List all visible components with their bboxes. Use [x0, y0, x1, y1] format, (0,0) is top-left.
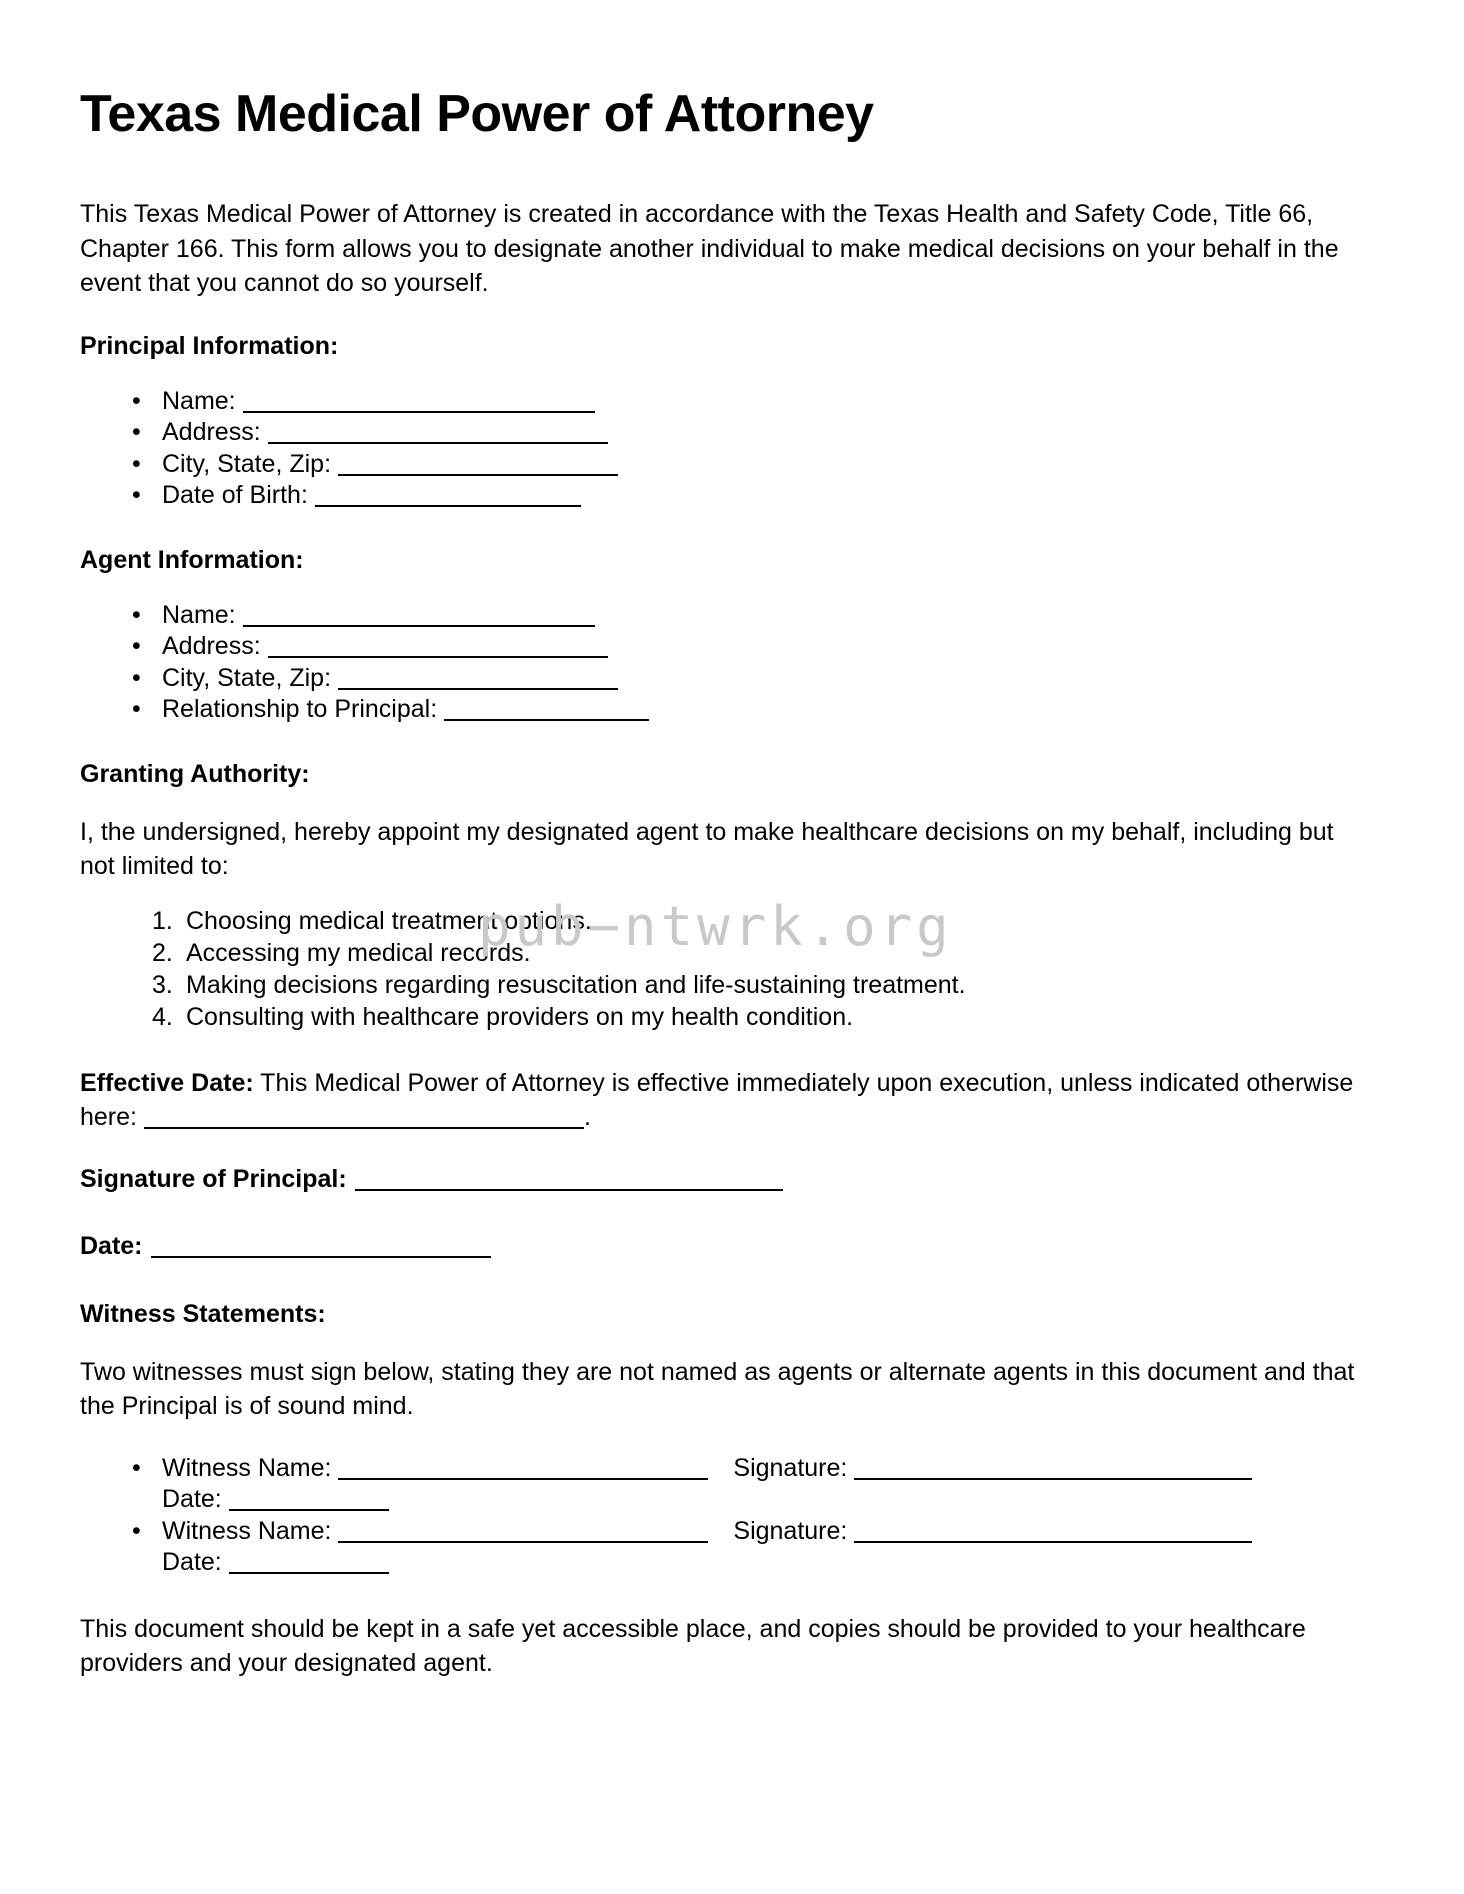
agent-address-blank[interactable] [268, 638, 608, 658]
witness-signature-label: Signature: [733, 1453, 848, 1482]
effective-date-period: . [583, 1103, 591, 1132]
signature-of-principal-row [80, 1165, 1364, 1194]
witness-2-date-blank[interactable] [229, 1554, 389, 1574]
list-item [126, 695, 1364, 725]
field-label: Address: [162, 632, 261, 661]
list-item [126, 664, 1364, 694]
effective-date-blank[interactable] [144, 1109, 584, 1129]
field-label: City, State, Zip: [162, 449, 332, 478]
witness-name-row [162, 1517, 1364, 1547]
witness-date-row [162, 1485, 1364, 1515]
witness-date-label: Date: [162, 1485, 222, 1514]
principal-date-label: Date: [80, 1231, 143, 1260]
agent-relationship-blank[interactable] [444, 701, 649, 721]
list-item: Accessing my medical records. [186, 938, 531, 967]
list-item [126, 387, 1364, 417]
list-item: Consulting with healthcare providers on my health condition. [186, 1002, 854, 1031]
witness-date-label: Date: [162, 1548, 222, 1577]
witness-date-row [162, 1548, 1364, 1578]
field-label: Date of Birth: [162, 481, 308, 510]
principal-date-of-birth-blank[interactable] [315, 487, 581, 507]
witness-name-label: Witness Name: [162, 1453, 332, 1482]
principal-date-row [80, 1232, 1364, 1261]
principal-city-state-zip-blank[interactable] [338, 456, 618, 476]
signature-of-principal-blank[interactable] [355, 1171, 783, 1191]
list-item: Choosing medical treatment options. [186, 906, 592, 935]
list-item [126, 1517, 1364, 1578]
witness-1-name-blank[interactable] [338, 1460, 708, 1480]
agent-city-state-zip-blank[interactable] [338, 670, 618, 690]
agent-information-list [80, 601, 1364, 725]
field-label: Address: [162, 418, 261, 447]
closing-paragraph: This document should be kept in a safe yet accessible place, and copies should be provided to your healthcare providers and your designated agent. [80, 1614, 1306, 1678]
page-title: Texas Medical Power of Attorney [80, 85, 874, 143]
site-watermark: pub−ntwrk.org [478, 895, 953, 958]
field-label: Relationship to Principal: [162, 695, 438, 724]
witness-name-label: Witness Name: [162, 1516, 332, 1545]
witness-statements-paragraph: Two witnesses must sign below, stating they are not named as agents or alternate agents in this document and that the Principal is of sound mind. [80, 1357, 1355, 1421]
witness-list [80, 1454, 1364, 1578]
list-item [126, 632, 1364, 662]
witness-2-signature-blank[interactable] [854, 1523, 1252, 1543]
field-label: Name: [162, 386, 236, 415]
list-item [126, 481, 1364, 511]
list-item [126, 450, 1364, 480]
principal-name-blank[interactable] [243, 393, 595, 413]
witness-statements-heading: Witness Statements: [80, 1299, 326, 1328]
witness-2-name-blank[interactable] [338, 1523, 708, 1543]
granting-authority-heading: Granting Authority: [80, 759, 310, 788]
field-label: City, State, Zip: [162, 663, 332, 692]
effective-date-paragraph [80, 1066, 1364, 1135]
list-item [126, 1454, 1364, 1515]
agent-information-heading: Agent Information: [80, 545, 304, 574]
agent-name-blank[interactable] [243, 607, 595, 627]
list-item [126, 418, 1364, 448]
list-item: Making decisions regarding resuscitation and life-sustaining treatment. [186, 970, 966, 999]
principal-information-list [80, 387, 1364, 511]
field-label: Name: [162, 600, 236, 629]
principal-information-heading: Principal Information: [80, 331, 339, 360]
signature-of-principal-label: Signature of Principal: [80, 1164, 347, 1193]
granting-authority-paragraph: I, the undersigned, hereby appoint my designated agent to make healthcare decisions on my behalf, including but not limited to: [80, 817, 1334, 881]
principal-address-blank[interactable] [268, 424, 608, 444]
witness-name-row [162, 1454, 1364, 1484]
effective-date-label: Effective Date: [80, 1068, 254, 1097]
intro-paragraph: This Texas Medical Power of Attorney is created in accordance with the Texas Health and Safety Code, Title 66, Chapter 166. This form allows you to designate another individual to make medical decisions on your behalf in the event that you cannot do so yourself. [80, 200, 1339, 298]
principal-date-blank[interactable] [151, 1238, 491, 1258]
list-item [126, 601, 1364, 631]
witness-1-date-blank[interactable] [229, 1491, 389, 1511]
effective-date-text: This Medical Power of Attorney is effective immediately upon execution, unless indicated otherwise here: [80, 1068, 1354, 1132]
granting-authority-list [80, 906, 1364, 1032]
witness-1-signature-blank[interactable] [854, 1460, 1252, 1480]
witness-signature-label: Signature: [733, 1516, 848, 1545]
